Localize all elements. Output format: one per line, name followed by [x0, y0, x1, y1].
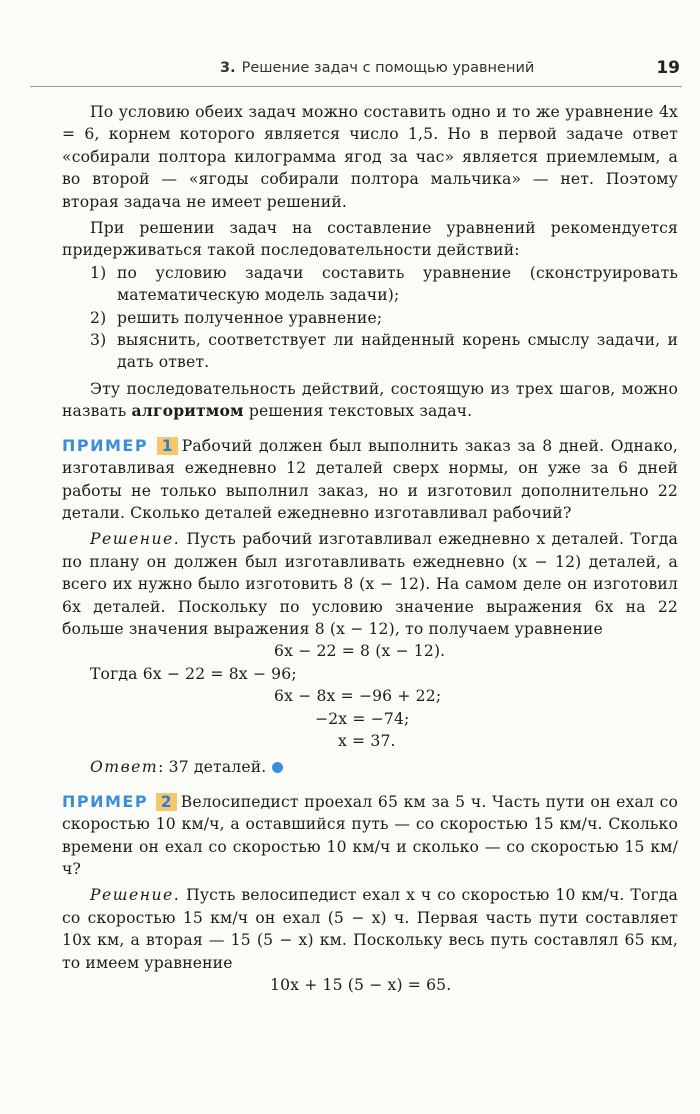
end-of-solution-icon	[272, 762, 283, 773]
example-1-answer	[62, 756, 678, 778]
example-1-solution-text: Пусть рабочий изготавливал ежедневно x деталей. Тогда по плану он должен был изготавливать ежедневно (x − 12) деталей, а всего их нужно было изготовить 8 (x − 12). На самом деле он изготовил 6x деталей. Поскольку по условию значение выражения 6x на 22 больше значения выражения 8 (x − 12), то получаем уравнение	[62, 530, 678, 638]
list-item-text: выяснить, соответствует ли найденный корень смыслу задачи, и дать ответ.	[117, 331, 678, 372]
intro-paragraph-1: По условию обеих задач можно составить одно и то же уравнение 4x = 6, корнем которого является число 1,5. Но в первой задаче ответ «собирали полтора килограмма ягод за час» является приемлемым, а во второй — «ягоды собирали полтора мальчика» — нет. Поэтому вторая задача не имеет решений.	[62, 103, 678, 211]
list-marker: 3)	[90, 331, 107, 350]
answer-label: Ответ	[90, 758, 159, 777]
list-item	[62, 307, 678, 329]
example-2-equation: 10x + 15 (5 − x) = 65.	[270, 976, 452, 995]
list-item	[62, 329, 678, 374]
example-number-badge: 1	[157, 437, 178, 455]
page-number: 19	[656, 58, 680, 78]
example-2-solution-text: Пусть велосипедист ехал x ч со скоростью 10 км/ч. Тогда со скоростью 15 км/ч он ехал (5 − x) ч. Первая часть пути составляет 10x км, а вторая — 15 (5 − x) км. Поскольку весь путь составлял 65 км, то имеем уравнение	[62, 886, 679, 972]
example-1-step-3: x = 37.	[338, 731, 396, 750]
example-2-solution	[62, 884, 678, 974]
example-1-step-2: −2x = −74;	[315, 709, 410, 728]
example-1-step-1: 6x − 8x = −96 + 22;	[274, 687, 442, 706]
solution-label: Решение.	[90, 530, 181, 549]
intro-paragraph-3-end: решения текстовых задач.	[243, 402, 473, 421]
example-2-problem-text: Велосипедист проехал 65 км за 5 ч. Часть пути он ехал со скоростью 10 км/ч, а оставшийся путь — со скоростью 15 км/ч. Сколько времени он ехал со скоростью 10 км/ч и сколько — со скоростью 15 км/ч?	[62, 792, 679, 878]
page-body	[62, 101, 678, 996]
example-label: ПРИМЕР	[62, 791, 149, 811]
chapter-title-text: Решение задач с помощью уравнений	[241, 60, 535, 76]
answer-text: : 37 деталей.	[158, 758, 267, 777]
chapter-title	[220, 60, 534, 76]
example-1-problem	[62, 435, 678, 525]
example-1-solution	[62, 528, 678, 640]
intro-paragraph-3-start: Эту последовательность действий, состоящую из трех шагов, можно назвать	[62, 379, 678, 421]
list-item-text: решить полученное уравнение;	[117, 308, 383, 327]
running-header	[30, 58, 682, 87]
chapter-number: 3.	[220, 60, 236, 76]
list-item-text: по условию задачи составить уравнение (сконструировать математическую модель задачи);	[117, 263, 678, 305]
example-1-problem-text: Рабочий должен был выполнить заказ за 8 дней. Однако, изготавливая ежедневно 12 деталей сверх нормы, он уже за 6 дней работы не только выполнил заказ, но и изготовил дополнительно 22 детали. Сколько деталей ежедневно изготавливал рабочий?	[62, 436, 678, 522]
list-item	[62, 262, 678, 307]
intro-paragraph-3	[62, 378, 678, 423]
example-1-equation: 6x − 22 = 8 (x − 12).	[274, 642, 446, 661]
algorithm-term: алгоритмом	[131, 401, 244, 421]
example-2-problem	[62, 791, 678, 881]
list-marker: 1)	[90, 263, 107, 282]
example-label: ПРИМЕР	[62, 435, 149, 455]
list-marker: 2)	[90, 308, 107, 327]
solution-label: Решение.	[90, 886, 181, 905]
example-number-badge: 2	[156, 793, 177, 811]
example-1-then-line: Тогда 6x − 22 = 8x − 96;	[90, 664, 297, 683]
intro-paragraph-2: При решении задач на составление уравнений рекомендуется придерживаться такой последовательности действий:	[62, 219, 678, 260]
